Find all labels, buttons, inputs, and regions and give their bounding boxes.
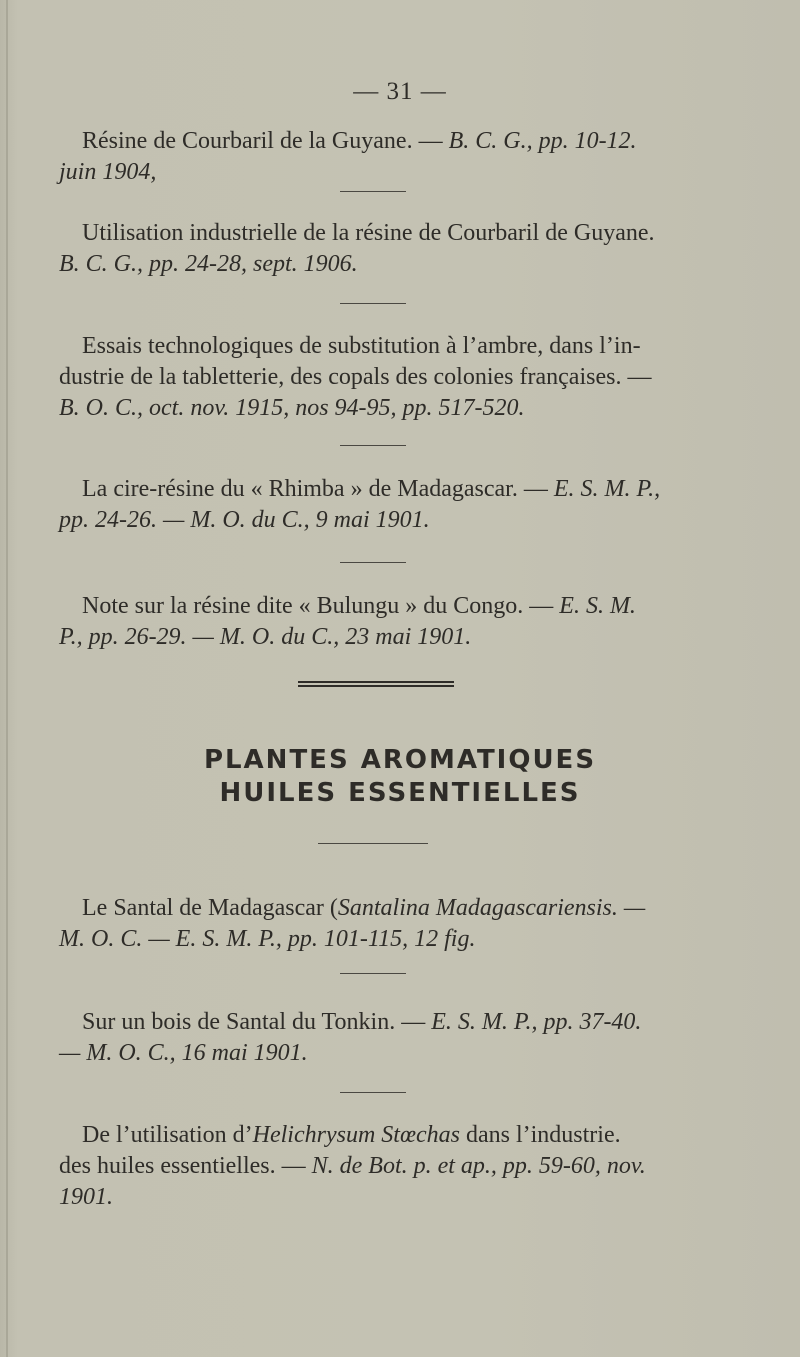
bibliography-entry — [59, 218, 722, 280]
entry-reference: E. S. M. P., pp. 37-40. — [431, 1009, 642, 1035]
page-number: — 31 — — [353, 78, 447, 105]
entry-title: Sur un bois de Santal du Tonkin. — — [82, 1009, 426, 1035]
entry-title-cont: des huiles essentielles. — — [59, 1153, 306, 1179]
entry-title: Note sur la résine dite « Bulungu » du Congo. — — [82, 593, 554, 619]
entry-reference: M. O. C. — E. S. M. P., pp. 101-115, 12 fig. — [59, 926, 476, 952]
separator-rule — [340, 1092, 406, 1093]
entry-reference: E. S. M. P., — [553, 476, 661, 502]
bibliography-entry — [59, 893, 722, 955]
bibliography-entry — [59, 474, 722, 536]
bibliography-entry — [59, 331, 722, 424]
page-edge — [6, 0, 8, 1357]
bibliography-entry — [59, 126, 722, 188]
separator-rule — [340, 445, 406, 446]
separator-rule — [340, 303, 406, 304]
entry-reference: E. S. M. — [559, 593, 636, 619]
entry-reference: B. C. G., pp. 24-28, sept. 1906. — [59, 251, 358, 277]
bibliography-entry — [59, 1007, 722, 1069]
entry-date: 1901. — [59, 1184, 113, 1210]
double-rule — [298, 681, 454, 689]
entry-reference: B. C. G., pp. 10-12. — [448, 128, 637, 154]
section-heading-line: HUILES ESSENTIELLES — [219, 778, 581, 808]
entry-title: La cire-résine du « Rhimba » de Madagascar. — — [82, 476, 548, 502]
entry-reference-cont: — M. O. C., 16 mai 1901. — [59, 1040, 308, 1066]
entry-title: Essais technologiques de substitution à l’ambre, dans l’in- — [82, 333, 641, 359]
entry-reference-cont: pp. 24-26. — M. O. du C., 9 mai 1901. — [59, 507, 430, 533]
entry-reference-cont: P., pp. 26-29. — M. O. du C., 23 mai 1901. — [59, 624, 472, 650]
bibliography-entry — [59, 1120, 722, 1213]
entry-date: juin 1904, — [59, 159, 157, 185]
bibliography-entry — [59, 591, 722, 653]
entry-reference: N. de Bot. p. et ap., pp. 59-60, nov. — [311, 1153, 646, 1179]
entry-species: Santalina Madagascariensis. — — [337, 895, 646, 921]
separator-rule — [340, 562, 406, 563]
separator-rule — [340, 191, 406, 192]
separator-rule — [340, 973, 406, 974]
entry-title: Utilisation industrielle de la résine de Courbaril de Guyane. — [82, 220, 655, 246]
section-heading — [0, 744, 800, 810]
entry-reference: B. O. C., oct. nov. 1915, nos 94-95, pp. 517-520. — [59, 395, 525, 421]
section-heading-line: PLANTES AROMATIQUES — [203, 745, 597, 775]
entry-title-cont: dustrie de la tabletterie, des copals des colonies françaises. — — [59, 364, 652, 390]
entry-title-end: dans l’industrie. — [465, 1122, 621, 1148]
entry-title: De l’utilisation d’ — [82, 1122, 253, 1148]
entry-species: Helichrysum Stœchas — [252, 1122, 460, 1148]
entry-title: Le Santal de Madagascar ( — [82, 895, 338, 921]
entry-title: Résine de Courbaril de la Guyane. — — [82, 128, 443, 154]
separator-rule — [318, 843, 428, 844]
